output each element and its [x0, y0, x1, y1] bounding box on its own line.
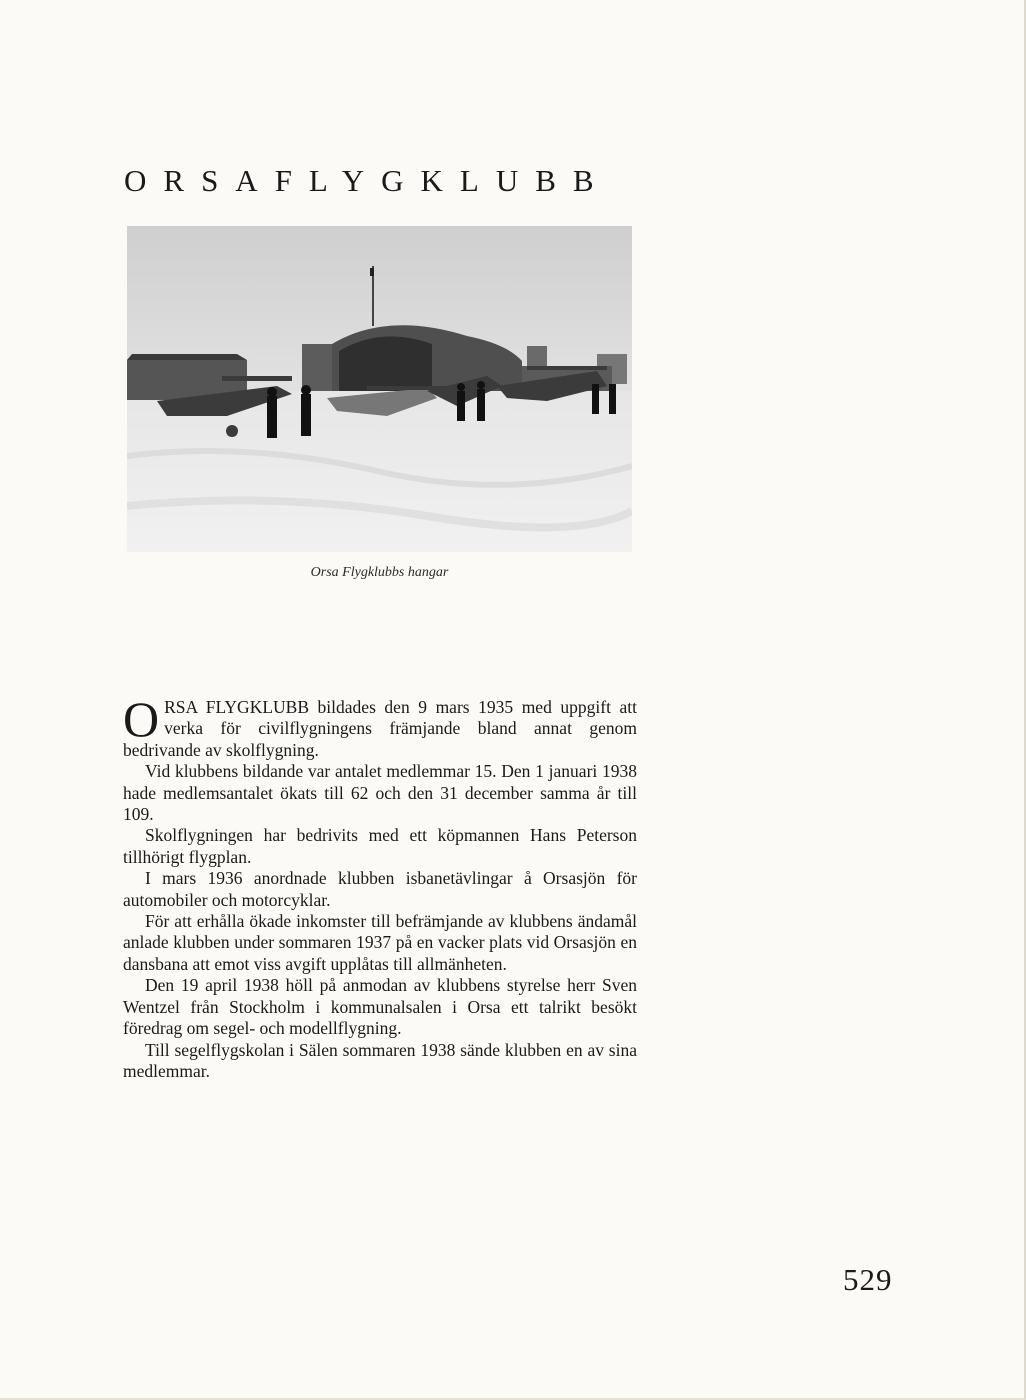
paragraph-2: Vid klubbens bildande var antalet medlemmar 15. Den 1 januari 1938 hade medlemsantalet ökats till 62 och den 31 december samma år till 109. [123, 761, 637, 825]
paragraph-4: I mars 1936 anordnade klubben isbanetävlingar å Orsasjön för automobiler och motorcyklar. [123, 868, 637, 910]
page-title: ORSAFLYGKLUBB [124, 163, 611, 198]
hangar-photo [127, 226, 632, 552]
paragraph-5: För att erhålla ökade inkomster till befrämjande av klubbens ändamål anlade klubben under sommaren 1937 på en vacker plats vid Orsasjön en dansbana att emot viss avgift upplåtas till allmänheten. [123, 911, 637, 974]
drop-cap: O [123, 691, 160, 747]
photo-caption: Orsa Flygklubbs hangar [310, 565, 449, 580]
paragraph-1-text: RSA FLYGKLUBB bildades den 9 mars 1935 med uppgift att verka för civilflygningens främjande bland annat genom bedrivande av skolflygning. [123, 697, 637, 760]
paragraph-6: Den 19 april 1938 höll på anmodan av klubbens styrelse herr Sven Wentzel från Stockholm i kommunalsalen i Orsa ett talrikt besökt föredrag om segel- och modellflygning. [123, 975, 637, 1039]
article-body [123, 691, 637, 1082]
paragraph-7: Till segelflygskolan i Sälen sommaren 1938 sände klubben en av sina medlemmar. [123, 1039, 637, 1081]
paragraph-1 [123, 691, 637, 761]
page-number: 529 [843, 1262, 893, 1297]
hangar-photo-drawing [127, 226, 632, 552]
paragraph-3: Skolflygningen har bedrivits med ett köpmannen Hans Peterson tillhörigt flygplan. [123, 825, 637, 867]
